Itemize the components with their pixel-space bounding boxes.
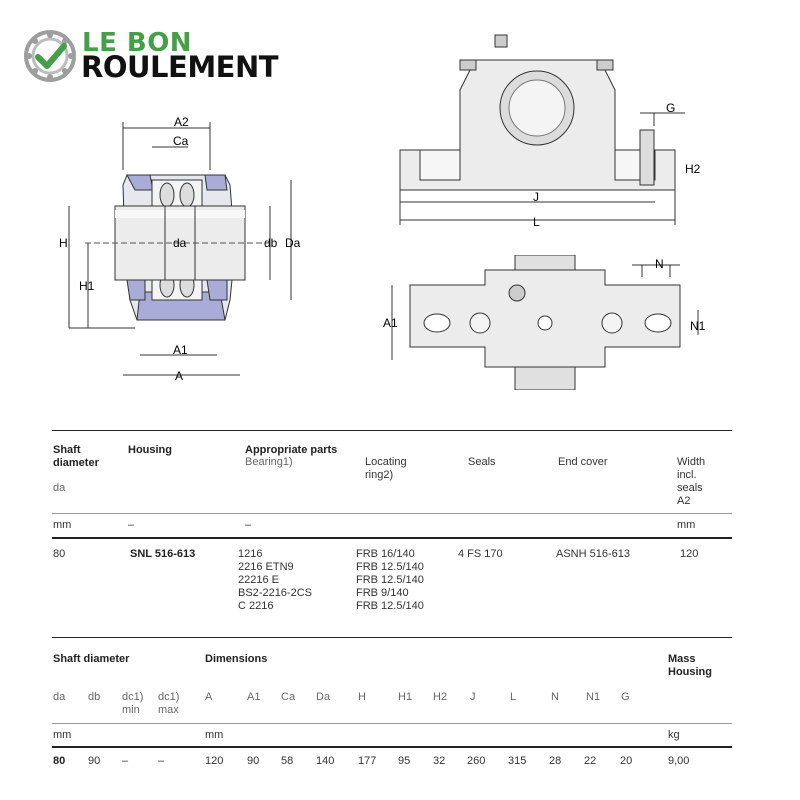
label-H1: H1 xyxy=(79,279,95,293)
val-A1: 90 xyxy=(247,755,260,767)
val-dc-min: – xyxy=(122,755,129,767)
bearing-check-icon xyxy=(24,30,76,82)
th-shaft-diameter: Shaft diameter xyxy=(53,444,99,469)
col-N: N xyxy=(551,691,559,703)
label-H: H xyxy=(59,236,68,250)
col-Da: Da xyxy=(316,691,331,703)
val-Ca: 58 xyxy=(281,755,294,767)
cell-width: 120 xyxy=(680,548,699,560)
unit2-shaft: mm xyxy=(53,729,72,741)
unit2-dims: mm xyxy=(205,729,224,741)
th-locating-ring: Locating ring2) xyxy=(365,456,407,481)
cell-seals: 4 FS 170 xyxy=(458,548,503,560)
top-view-drawing xyxy=(380,255,720,390)
label-da: da xyxy=(173,236,187,250)
cell-housing: SNL 516-613 xyxy=(130,548,196,560)
val-H: 177 xyxy=(358,755,377,767)
val-L: 315 xyxy=(508,755,527,767)
val-J: 260 xyxy=(467,755,486,767)
unit2-mass: kg xyxy=(668,729,680,741)
th-bearing: Bearing1) xyxy=(245,456,293,468)
col-N1: N1 xyxy=(586,691,601,703)
cross-section-drawing xyxy=(55,110,310,385)
col-dc-max: dc1) max xyxy=(158,691,180,716)
logo-line2: ROULEMENT xyxy=(81,50,279,84)
label-Ca: Ca xyxy=(173,134,189,148)
unit-bearing: – xyxy=(245,519,252,531)
label-H2: H2 xyxy=(685,162,701,176)
label-A2: A2 xyxy=(174,115,189,129)
col-A: A xyxy=(205,691,213,703)
col-G: G xyxy=(621,691,630,703)
th2-shaft-diameter: Shaft diameter xyxy=(53,653,130,665)
val-dc-max: – xyxy=(158,755,165,767)
unit-width: mm xyxy=(677,519,696,531)
label-A: A xyxy=(175,369,184,383)
col-J: J xyxy=(470,691,476,703)
th2-dimensions: Dimensions xyxy=(205,653,268,665)
val-G: 20 xyxy=(620,755,633,767)
label-A1-top: A1 xyxy=(383,316,398,330)
val-da: 80 xyxy=(53,755,66,767)
label-L: L xyxy=(533,215,540,229)
th2-mass: Mass Housing xyxy=(668,653,712,678)
label-J: J xyxy=(533,190,539,204)
col-db: db xyxy=(88,691,101,703)
th-seals: Seals xyxy=(468,456,496,468)
col-H: H xyxy=(358,691,366,703)
col-Ca: Ca xyxy=(281,691,296,703)
label-db: db xyxy=(264,236,278,250)
label-N1: N1 xyxy=(690,319,706,333)
label-G: G xyxy=(666,101,676,115)
col-H2: H2 xyxy=(433,691,448,703)
logo-line1: LE BON xyxy=(82,28,193,58)
cell-shaft: 80 xyxy=(53,548,66,560)
front-view-drawing xyxy=(385,30,715,235)
th-appropriate-parts: Appropriate parts xyxy=(245,444,338,456)
th-housing: Housing xyxy=(128,444,172,456)
unit-housing: – xyxy=(128,519,135,531)
val-Da: 140 xyxy=(316,755,335,767)
label-N: N xyxy=(655,257,664,271)
th-shaft-symbol: da xyxy=(53,482,66,494)
th-width: Width incl. seals A2 xyxy=(677,456,706,507)
label-Da: Da xyxy=(285,236,301,250)
unit-shaft: mm xyxy=(53,519,72,531)
th-end-cover: End cover xyxy=(558,456,608,468)
label-A1: A1 xyxy=(173,343,188,357)
col-H1: H1 xyxy=(398,691,413,703)
val-A: 120 xyxy=(205,755,224,767)
col-L: L xyxy=(510,691,517,703)
val-N1: 22 xyxy=(584,755,597,767)
cell-end-cover: ASNH 516-613 xyxy=(556,548,630,560)
val-db: 90 xyxy=(88,755,101,767)
cell-bearings: 1216 2216 ETN9 22216 E BS2-2216-2CS C 2216 xyxy=(238,548,312,612)
cell-locating-rings: FRB 16/140 FRB 12.5/140 FRB 12.5/140 FRB 9/140 FRB 12.5/140 xyxy=(356,548,424,612)
col-da: da xyxy=(53,691,66,703)
val-N: 28 xyxy=(549,755,562,767)
col-A1: A1 xyxy=(247,691,261,703)
val-mass: 9,00 xyxy=(668,755,690,767)
val-H1: 95 xyxy=(398,755,411,767)
val-H2: 32 xyxy=(433,755,446,767)
col-dc-min: dc1) min xyxy=(122,691,144,716)
